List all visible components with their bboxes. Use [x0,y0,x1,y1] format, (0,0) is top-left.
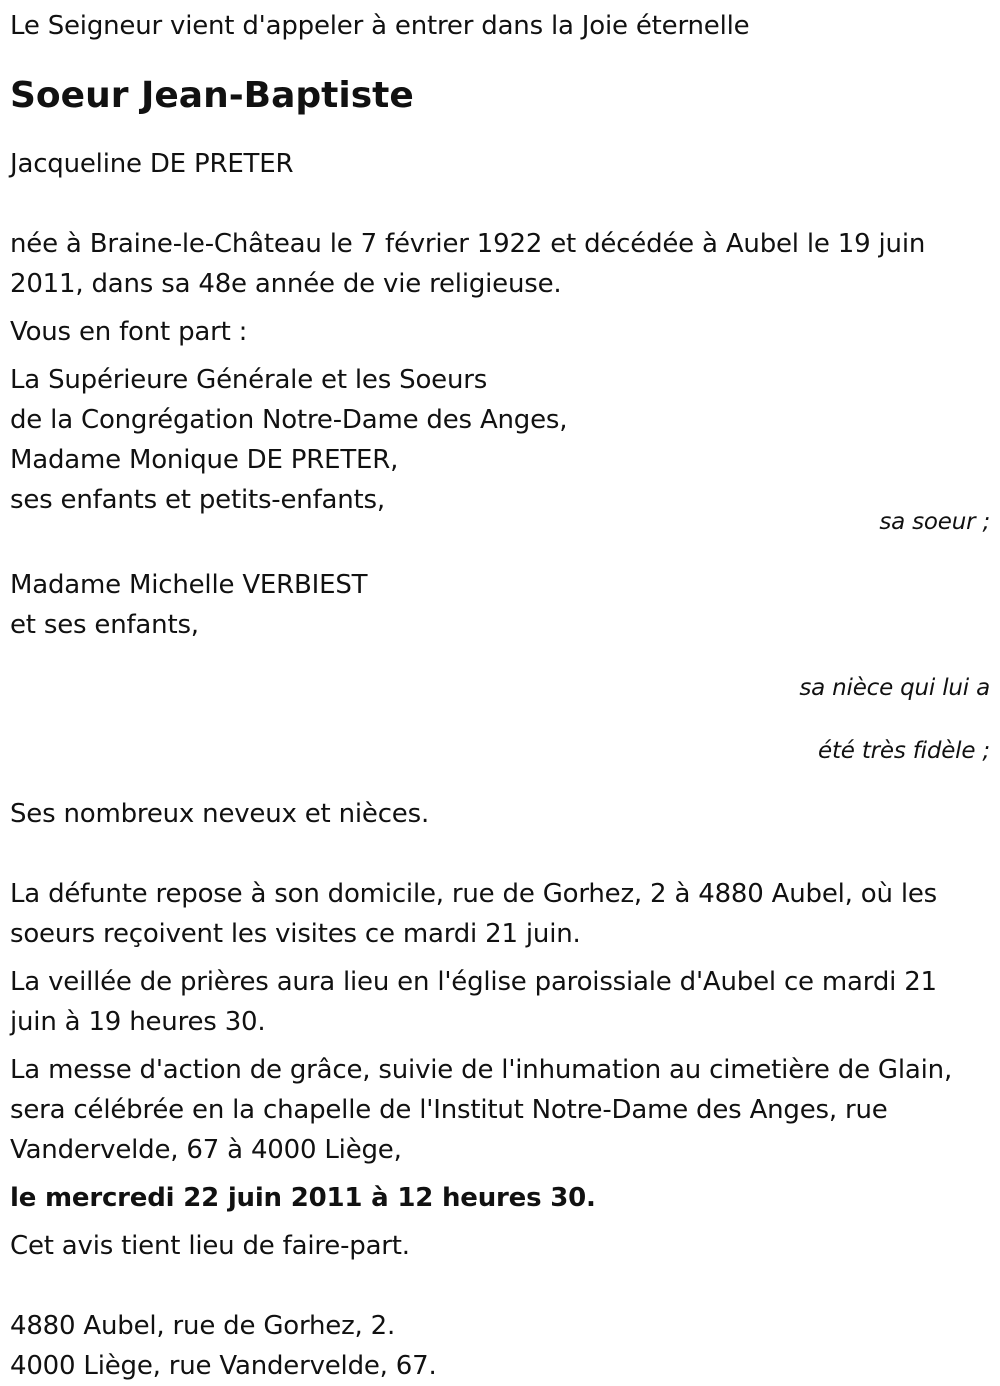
deceased-name: Soeur Jean-Baptiste [10,75,414,116]
sister-line-2: ses enfants et petits-enfants, [10,485,385,515]
civil-name: Jacqueline DE PRETER [10,149,294,179]
notice-text: Cet avis tient lieu de faire-part. [10,1231,410,1261]
others-line: Ses nombreux neveux et nièces. [10,799,430,829]
sister-line-1: Madame Monique DE PRETER, [10,445,399,475]
family-list [10,360,990,834]
niece-relation-line-1: sa nièce qui lui a [799,675,990,701]
intro-line: Le Seigneur vient d'appeler à entrer dans la Joie éternelle [10,11,750,41]
niece-line-1: Madame Michelle VERBIEST [10,570,368,600]
congregation-line-2: de la Congrégation Notre-Dame des Anges, [10,405,568,435]
mass-date: le mercredi 22 juin 2011 à 12 heures 30. [10,1183,596,1213]
niece-line-2: et ses enfants, [10,610,199,640]
congregation-line-1: La Supérieure Générale et les Soeurs [10,365,488,395]
rest-text: La défunte repose à son domicile, rue de Gorhez, 2 à 4880 Aubel, où les soeurs reçoivent les visites ce mardi 21 juin. [10,879,938,949]
niece-relation-line-2: été très fidèle ; [818,738,990,764]
address-aubel: 4880 Aubel, rue de Gorhez, 2. [10,1311,396,1341]
birth-death-text: née à Braine-le-Château le 7 février 1922 et décédée à Aubel le 19 juin 2011, dans sa 48e année de vie religieuse. [10,229,926,299]
vigil-text: La veillée de prières aura lieu en l'église paroissiale d'Aubel ce mardi 21 juin à 19 heures 30. [10,967,937,1037]
sister-relation: sa soeur ; [879,509,990,535]
address-liege: 4000 Liège, rue Vandervelde, 67. [10,1351,437,1381]
mass-text: La messe d'action de grâce, suivie de l'inhumation au cimetière de Glain, sera célébrée en la chapelle de l'Institut Notre-Dame des Anges, rue Vandervelde, 67 à 4000 Liège, [10,1055,953,1165]
announce-text: Vous en font part : [10,317,248,347]
